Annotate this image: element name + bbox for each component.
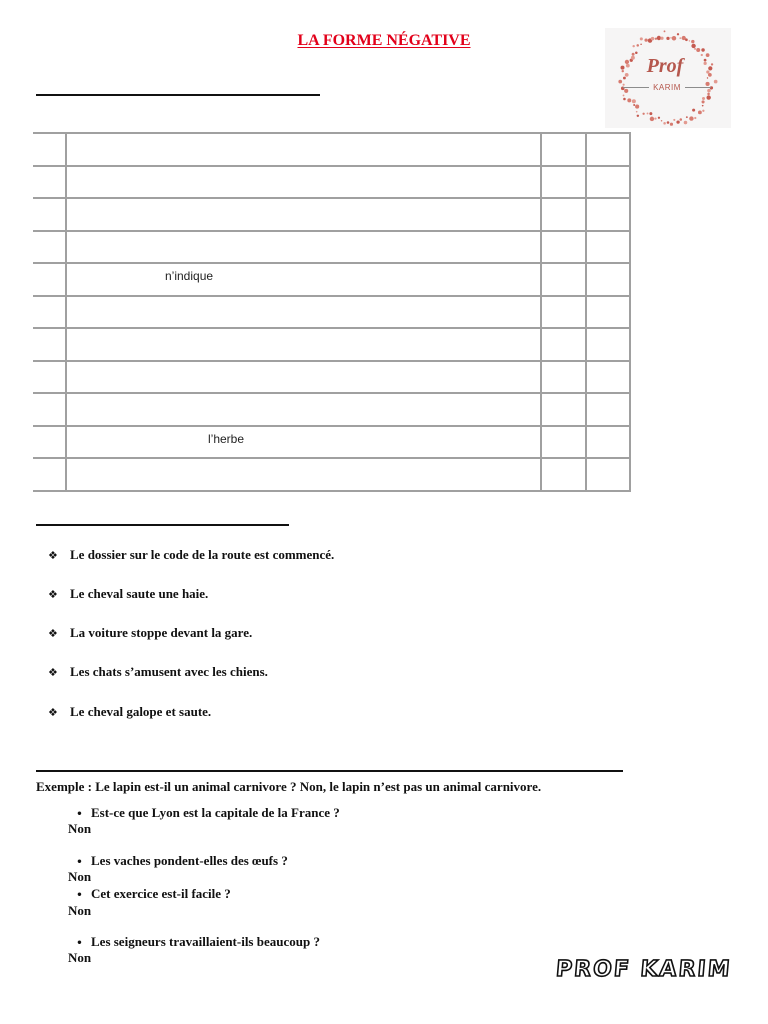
table-row — [33, 393, 630, 426]
logo-dot — [706, 95, 710, 99]
logo-dot — [660, 37, 663, 40]
logo-dot — [692, 109, 695, 112]
exercise2-sentence: Le cheval galope et saute. — [70, 704, 212, 719]
exercise3-question — [68, 934, 320, 950]
table-row — [33, 166, 630, 199]
table-cell — [33, 426, 66, 459]
table-cell — [33, 328, 66, 361]
logo-dot — [691, 40, 694, 43]
table-cell — [33, 166, 66, 199]
table-cell — [66, 393, 541, 426]
table-cell — [541, 263, 586, 296]
table-cell — [541, 296, 586, 329]
exercise3-question — [68, 853, 288, 869]
logo-dot — [689, 116, 693, 120]
logo-dot — [632, 45, 634, 47]
table-cell — [541, 166, 586, 199]
table-row — [33, 296, 630, 329]
exercise2-sentence: Le dossier sur le code de la route est commencé. — [70, 547, 335, 562]
table-cell — [66, 328, 541, 361]
logo-dot — [651, 37, 655, 41]
exercise2-item — [48, 664, 268, 680]
logo-subtitle: KARIM — [653, 83, 681, 92]
page-title: LA FORME NÉGATIVE — [297, 32, 471, 49]
table-cell — [33, 458, 66, 491]
exercise-table — [33, 132, 631, 492]
table-cell — [66, 458, 541, 491]
logo-dot-ring — [606, 28, 730, 128]
logo-dot — [649, 112, 652, 115]
logo-dot — [698, 110, 702, 114]
logo-dot — [677, 33, 679, 35]
table-cell — [586, 393, 630, 426]
table-row — [33, 133, 630, 166]
logo-dot — [670, 123, 673, 126]
exercise3-question — [68, 886, 231, 902]
logo-dot — [618, 80, 622, 84]
logo-dot — [627, 98, 631, 102]
exercise3-answer: Non — [68, 903, 92, 918]
logo-dot — [670, 37, 671, 38]
question-text: Les vaches pondent-elles des œufs ? — [91, 853, 288, 868]
table-cell: l’herbe — [66, 426, 541, 459]
table-cell — [33, 361, 66, 394]
table-row — [33, 263, 630, 296]
table-cell — [66, 296, 541, 329]
table-cell — [33, 393, 66, 426]
logo-dot — [707, 93, 710, 96]
table-row — [33, 361, 630, 394]
table-cell — [586, 361, 630, 394]
logo-dot — [623, 98, 626, 101]
logo-dot — [636, 44, 639, 47]
prof-karim-signature: PROF KARIM — [554, 957, 733, 982]
exercise-table-body — [33, 133, 630, 491]
exercise2-item — [48, 586, 208, 602]
table-row — [33, 458, 630, 491]
table-cell — [541, 458, 586, 491]
logo-dot — [635, 105, 639, 109]
exercise3-example: Exemple : Le lapin est-il un animal carnivore ? Non, le lapin n’est pas un animal carnivore. — [36, 779, 542, 794]
exercise2-sentence: La voiture stoppe devant la gare. — [70, 625, 253, 640]
table-cell — [586, 263, 630, 296]
logo-dot — [702, 110, 704, 112]
logo-dot — [640, 37, 643, 40]
table-cell — [541, 198, 586, 231]
table-cell — [586, 198, 630, 231]
table-cell — [33, 263, 66, 296]
logo-dot — [632, 99, 636, 103]
blank-heading-line-3 — [36, 770, 623, 772]
logo-dot — [689, 40, 690, 41]
table-cell — [66, 361, 541, 394]
logo-dot — [672, 36, 676, 40]
table-cell — [33, 133, 66, 166]
logo-dot — [623, 95, 625, 97]
table-row — [33, 426, 630, 459]
table-cell — [66, 231, 541, 264]
exercise2-sentence: Le cheval saute une haie. — [70, 586, 209, 601]
logo-dot — [691, 44, 695, 48]
logo-dot — [679, 37, 681, 39]
logo-subtitle-row — [623, 83, 711, 92]
table-cell — [66, 133, 541, 166]
logo-dot — [647, 113, 649, 115]
logo-dot — [637, 115, 639, 117]
logo-rule-right — [685, 87, 711, 88]
question-text: Cet exercice est-il facile ? — [91, 886, 231, 901]
diamond-bullet-icon: ❖ — [48, 706, 58, 719]
exercise3-question — [68, 805, 340, 821]
table-cell — [586, 166, 630, 199]
table-cell — [586, 296, 630, 329]
bullet-dot-icon: • — [76, 857, 83, 868]
bullet-dot-icon: • — [76, 890, 83, 901]
table-cell — [66, 198, 541, 231]
table-cell — [541, 231, 586, 264]
table-cell: n’indique — [66, 263, 541, 296]
logo-dot — [673, 119, 675, 121]
logo-dot — [696, 48, 700, 52]
table-cell — [541, 328, 586, 361]
logo-dot — [635, 51, 638, 54]
exercise2-item — [48, 547, 334, 563]
logo-dot — [686, 116, 688, 118]
table-row — [33, 198, 630, 231]
exercise2-item — [48, 704, 211, 720]
table-cell — [541, 361, 586, 394]
logo-dot — [642, 113, 644, 115]
logo-dot — [633, 104, 635, 106]
bullet-dot-icon: • — [76, 809, 83, 820]
diamond-bullet-icon: ❖ — [48, 588, 58, 601]
exercise2-sentence: Les chats s’amusent avec les chiens. — [70, 664, 268, 679]
exercise3-answer: Non — [68, 869, 92, 884]
table-cell — [586, 133, 630, 166]
logo-dot — [702, 100, 705, 103]
table-cell — [33, 198, 66, 231]
diamond-bullet-icon: ❖ — [48, 549, 58, 562]
logo-dot — [640, 44, 642, 46]
table-cell — [541, 393, 586, 426]
blank-heading-line-2 — [36, 524, 289, 526]
question-text: Les seigneurs travaillaient-ils beaucoup ? — [91, 934, 320, 949]
table-cell — [33, 231, 66, 264]
blank-heading-line-1 — [36, 94, 320, 96]
logo-dot — [654, 118, 656, 120]
logo-dot — [636, 111, 638, 113]
exercise2-item — [48, 625, 252, 641]
table-cell — [586, 458, 630, 491]
table-cell — [586, 426, 630, 459]
table-cell — [541, 133, 586, 166]
prof-karim-logo — [605, 28, 731, 128]
logo-dot — [644, 38, 647, 41]
logo-dot — [714, 80, 718, 84]
logo-dot — [694, 117, 696, 119]
table-cell — [33, 296, 66, 329]
question-text: Est-ce que Lyon est la capitale de la France ? — [91, 805, 340, 820]
table-cell — [586, 328, 630, 361]
logo-dot — [685, 38, 688, 41]
logo-dot — [663, 122, 666, 125]
diamond-bullet-icon: ❖ — [48, 627, 58, 640]
table-cell — [541, 426, 586, 459]
table-cell — [66, 166, 541, 199]
logo-dot — [702, 105, 704, 107]
logo-dot — [650, 117, 654, 121]
exercise3-answer: Non — [68, 821, 92, 836]
logo-dot — [666, 37, 669, 40]
exercise3-answer: Non — [68, 950, 92, 965]
logo-dot — [701, 48, 704, 51]
logo-dot — [680, 118, 683, 121]
logo-dot — [664, 30, 666, 32]
logo-rule-left — [623, 87, 649, 88]
diamond-bullet-icon: ❖ — [48, 666, 58, 679]
logo-name: Prof — [646, 55, 684, 77]
logo-dot — [658, 117, 660, 119]
logo-dot — [661, 120, 663, 122]
logo-dot — [702, 97, 705, 100]
table-row — [33, 231, 630, 264]
logo-dot — [694, 48, 696, 50]
logo-dot — [676, 121, 679, 124]
logo-dot — [684, 121, 688, 125]
table-cell — [586, 231, 630, 264]
logo-dot — [667, 121, 670, 124]
table-row — [33, 328, 630, 361]
bullet-dot-icon: • — [76, 938, 83, 949]
